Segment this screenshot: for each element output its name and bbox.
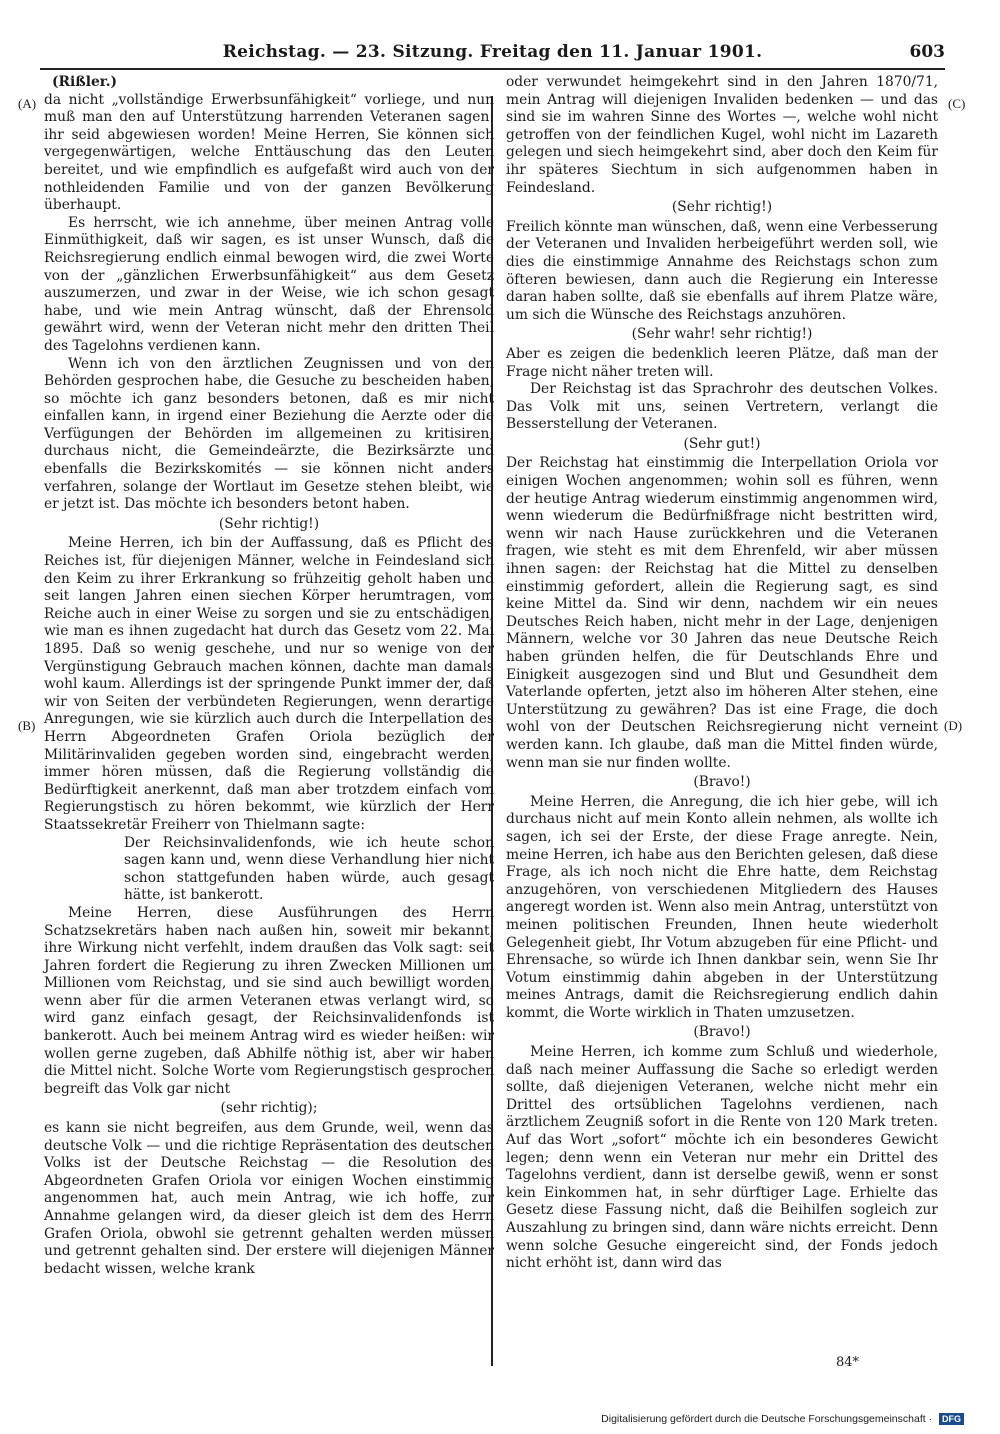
- footer-text: Digitalisierung gefördert durch die Deutsche Forschungsgemeinschaft ·: [601, 1413, 933, 1425]
- page-header: [40, 42, 945, 70]
- paragraph: es kann sie nicht begreifen, aus dem Grunde, weil, wenn das deutsche Volk — und die richtige Repräsentation des deutschen Volks ist der Deutsche Reichstag — die Resolution des Abgeordneten Grafen Oriola vor einigen Wochen einstimmig angenommen hat, auch mein Antrag, wie ich hoffe, zur Annahme gelangen wird, da dieser gleich ist dem des Herrn Grafen Oriola, obwohl sie getrennt gehalten werden müssen und getrennt gehalten sind. Der erstere will diejenigen Männer bedacht wissen, welche krank: [44, 1120, 494, 1277]
- interjection: (Sehr richtig!): [218, 515, 320, 532]
- footer-credit: [601, 1413, 964, 1425]
- interjection: (Sehr richtig!): [671, 199, 773, 216]
- paragraph: Es herrscht, wie ich annehme, über meinen Antrag volle Einmüthigkeit, daß wir sagen, es ist unser Wunsch, daß die Reichsregierung endlich einmal bewogen wird, die zwei Worte von der „gänzlichen Erwerbsunfähigkeit“ aus dem Gesetz auszumerzen, und zwar in der Weise, wie ich schon gesagt habe, und wie mein Antrag wünscht, daß der Ehrensold gewährt wird, wenn der Veteran nicht mehr den dritten Theil des Tagelohns verdienen kann.: [44, 214, 494, 354]
- paragraph: Wenn ich von den ärztlichen Zeugnissen und von den Behörden gesprochen habe, die Gesuche zu bescheiden haben, so möchte ich ganz besonders betonen, daß es mir nicht einfallen kann, in irgend einer Beziehung die Aerzte oder die Verfügungen der Behörden im allgemeinen zu kritisiren; durchaus nicht, die Gemeindeärzte, die Bezirksärzte und ebenfalls die Bezirkskomités — sie können nicht anders verfahren, solange der Wortlaut im Gesetze stehen bleibt, wie er jetzt ist. Das möchte ich besonders betont haben.: [44, 355, 494, 513]
- paragraph: Der Reichstag ist das Sprachrohr des deutschen Volkes. Das Volk mit uns, seinen Vertretern, verlangt die Besserstellung der Veteranen.: [506, 381, 938, 433]
- page-number: 603: [909, 42, 945, 62]
- margin-marker-b: (B): [18, 718, 36, 733]
- interjection: (sehr richtig);: [220, 1100, 318, 1117]
- paragraph: oder verwundet heimgekehrt sind in den Jahren 1870/71, mein Antrag will diejenigen Invaliden bedenken — und das sind sie im wahren Sinne des Wortes —, welche wohl nicht getroffen von der feindlichen Kugel, wohl nicht im Lazareth gelegen und siech heimgekehrt sind, aber doch den Keim für ihr späteres Siechtum in sich aufgenommen haben in Feindesland.: [506, 74, 938, 196]
- paragraph: Freilich könnte man wünschen, daß, wenn eine Verbesserung der Veteranen und Invaliden herbeigeführt werden soll, wie dies die einstimmige Annahme des Reichstags schon zum öfteren bewiesen, dann auch die Regierung ein Interesse daran haben sollte, daß sie ebenfalls auf ihrem Platze wäre, um sich die Wünsche des Reichstags anzuhören.: [506, 218, 938, 323]
- paragraph: Meine Herren, ich komme zum Schluß und wiederhole, daß nach meiner Auffassung die Sache so erledigt werden sollte, daß diejenigen Veteranen, welche nicht mehr ein Drittel des ortsüblichen Tagelohns verdienen, nach ärztlichem Zeugniß sofort in die Rente von 120 Mark treten. Auf das Wort „sofort“ möchte ich ein besonderes Gewicht legen; denn wenn ein Veteran nur mehr ein Drittel des Tagelohns verdient, dann ist derselbe gewiß, wenn er sonst kein Einkommen hat, in sehr dürftiger Lage. Erhielte das Gesetz diese Fassung nicht, daß die Beihilfen sogleich zur Auszahlung zu bringen sind, dann wäre nichts erreicht. Denn wenn solche Gesuche eingereicht sind, der Fonds jedoch nicht erhöht ist, dann wird das: [506, 1044, 938, 1272]
- right-column: [506, 74, 938, 1273]
- interjection: (Bravo!): [693, 774, 751, 791]
- left-column: [44, 74, 494, 1278]
- margin-marker-a: (A): [18, 96, 37, 111]
- dfg-logo: DFG: [939, 1413, 964, 1425]
- paragraph: Der Reichstag hat einstimmig die Interpellation Oriola vor einigen Wochen angenommen; wohin soll es führen, wenn der heutige Antrag wiederum einstimmig angenommen wird, wenn wiederum die Bedürfnißfrage nicht bestritten wird, wenn wir nach Hause zurückkehren und die Veteranen fragen, wie steht es mit dem Ehrenfeld, wir aber müssen ihnen sagen: der Reichstag hat die Mittel zu denselben einstimmig gefordert, allein die Regierung sagt, es sind keine Mittel da. Sind wir denn, nachdem wir ein neues Deutsches Reich haben, nicht mehr in der Lage, denjenigen Männern, welche vor 30 Jahren das neue Deutsche Reich haben gründen helfen, die für Deutschlands Ehre und Einigkeit ausgezogen sind und Blut und Gesundheit dem Vaterlande opferten, jetzt also im höheren Alter stehen, eine Unterstützung zu gewähren? Das ist eine Frage, die doch wohl von der Deutschen Reichsregierung nicht verneint werden kann. Ich glaube, daß man die Mittel finden würde, wenn man sie nur finden wollte.: [506, 455, 938, 771]
- margin-marker-d: (D): [944, 718, 963, 733]
- margin-marker-c: (C): [948, 96, 966, 111]
- sheet-signature: 84*: [836, 1355, 860, 1370]
- paragraph: Meine Herren, diese Ausführungen des Herrn Schatzsekretärs haben nach außen hin, soweit mir bekannt, ihre Wirkung nicht verfehlt, indem draußen das Volk sagt: seit Jahren fordert die Regierung zu ihren Zwecken Millionen um Millionen vom Reichstag, und sie sind auch bewilligt worden, wenn aber für die armen Veteranen etwas verlangt wird, so wird ganz einfach gesagt, der Reichsinvalidenfonds ist bankerott. Auch bei meinem Antrag wird es wieder heißen: wir wollen gerne zugeben, daß Abhilfe nöthig ist, aber wir haben die Mittel nicht. Solche Worte vom Regierungstisch gesprochen begreift das Volk gar nicht: [44, 904, 494, 1097]
- header-title: Reichstag. — 23. Sitzung. Freitag den 11. Januar 1901.: [222, 42, 763, 62]
- paragraph: da nicht „vollständige Erwerbsunfähigkeit“ vorliege, und nun muß man den auf Unterstützung harrenden Veteranen sagen: ihr seid abgewiesen worden! Meine Herren, Sie können sich vergegenwärtigen, welche Enttäuschung das den Leuten bereitet, und wie empfindlich es aufgefaßt wird auch von der nothleidenden Familie und von der ganzen Bevölkerung überhaupt.: [44, 91, 494, 214]
- paragraph: Meine Herren, ich bin der Auffassung, daß es Pflicht des Reiches ist, für diejenigen Männer, welche in Feindesland sich den Keim zu ihrer Erkrankung so frühzeitig geholt haben und seit langen Jahren einen siechen Körper herumtragen, vom Reiche auch in einer Weise zu sorgen und sie zu entschädigen, wie man es ihnen zugedacht hat durch das Gesetz vom 22. Mai 1895. Daß so wenig geschehe, und nur so wenige von der Vergünstigung Gebrauch machen können, dachte man damals wohl kaum. Allerdings ist der springende Punkt immer der, daß wir von Seiten der verbündeten Regierungen, wenn derartige Anregungen, wie sie kürzlich auch durch die Interpellation des Herrn Abgeordneten Grafen Oriola bezüglich der Militärinvaliden gegeben worden sind, eingebracht werden, immer hören müssen, daß die Regierung vollständig die Bedürftigkeit anerkennt, daß man aber trotzdem einfach vom Regierungstisch zu hören bekommt, wie kürzlich der Herr Staatssekretär Freiherr von Thielmann sagte:: [44, 535, 494, 833]
- quotation: Der Reichsinvalidenfonds, wie ich heute schon sagen kann und, wenn diese Verhandlung hier nicht schon stattgefunden haben würde, auch gesagt hätte, ist bankerott.: [124, 834, 494, 904]
- paragraph: Aber es zeigen die bedenklich leeren Plätze, daß man der Frage nicht näher treten will.: [506, 345, 938, 380]
- interjection: (Bravo!): [693, 1024, 751, 1041]
- paragraph: Meine Herren, die Anregung, die ich hier gebe, will ich durchaus nicht auf mein Konto allein nehmen, als wollte ich sagen, ich sei der Erste, der diese Frage anregte. Nein, meine Herren, ich habe aus den Berichten gelesen, daß diese Frage, als ich noch nicht die Ehre hatte, dem Reichstag anzugehören, von verschiedenen Mitgliedern des Hauses angeregt worden ist. Wenn also mein Antrag, unterstützt von meinen politischen Freunden, Ihnen heute wiederholt Gelegenheit giebt, Ihr Votum abzugeben für eine Pflicht- und Ehrensache, so würde ich Ihnen dankbar sein, wenn Sie Ihr Votum einstimmig dahin abgeben in der Unterstützung meines Antrags, damit die Reichsregierung endlich dahin kommt, die Worte wirklich in Thaten umzusetzen.: [506, 793, 938, 1021]
- speaker-name: (Rißler.): [52, 74, 118, 90]
- interjection: (Sehr wahr! sehr richtig!): [631, 326, 813, 343]
- interjection: (Sehr gut!): [683, 435, 761, 452]
